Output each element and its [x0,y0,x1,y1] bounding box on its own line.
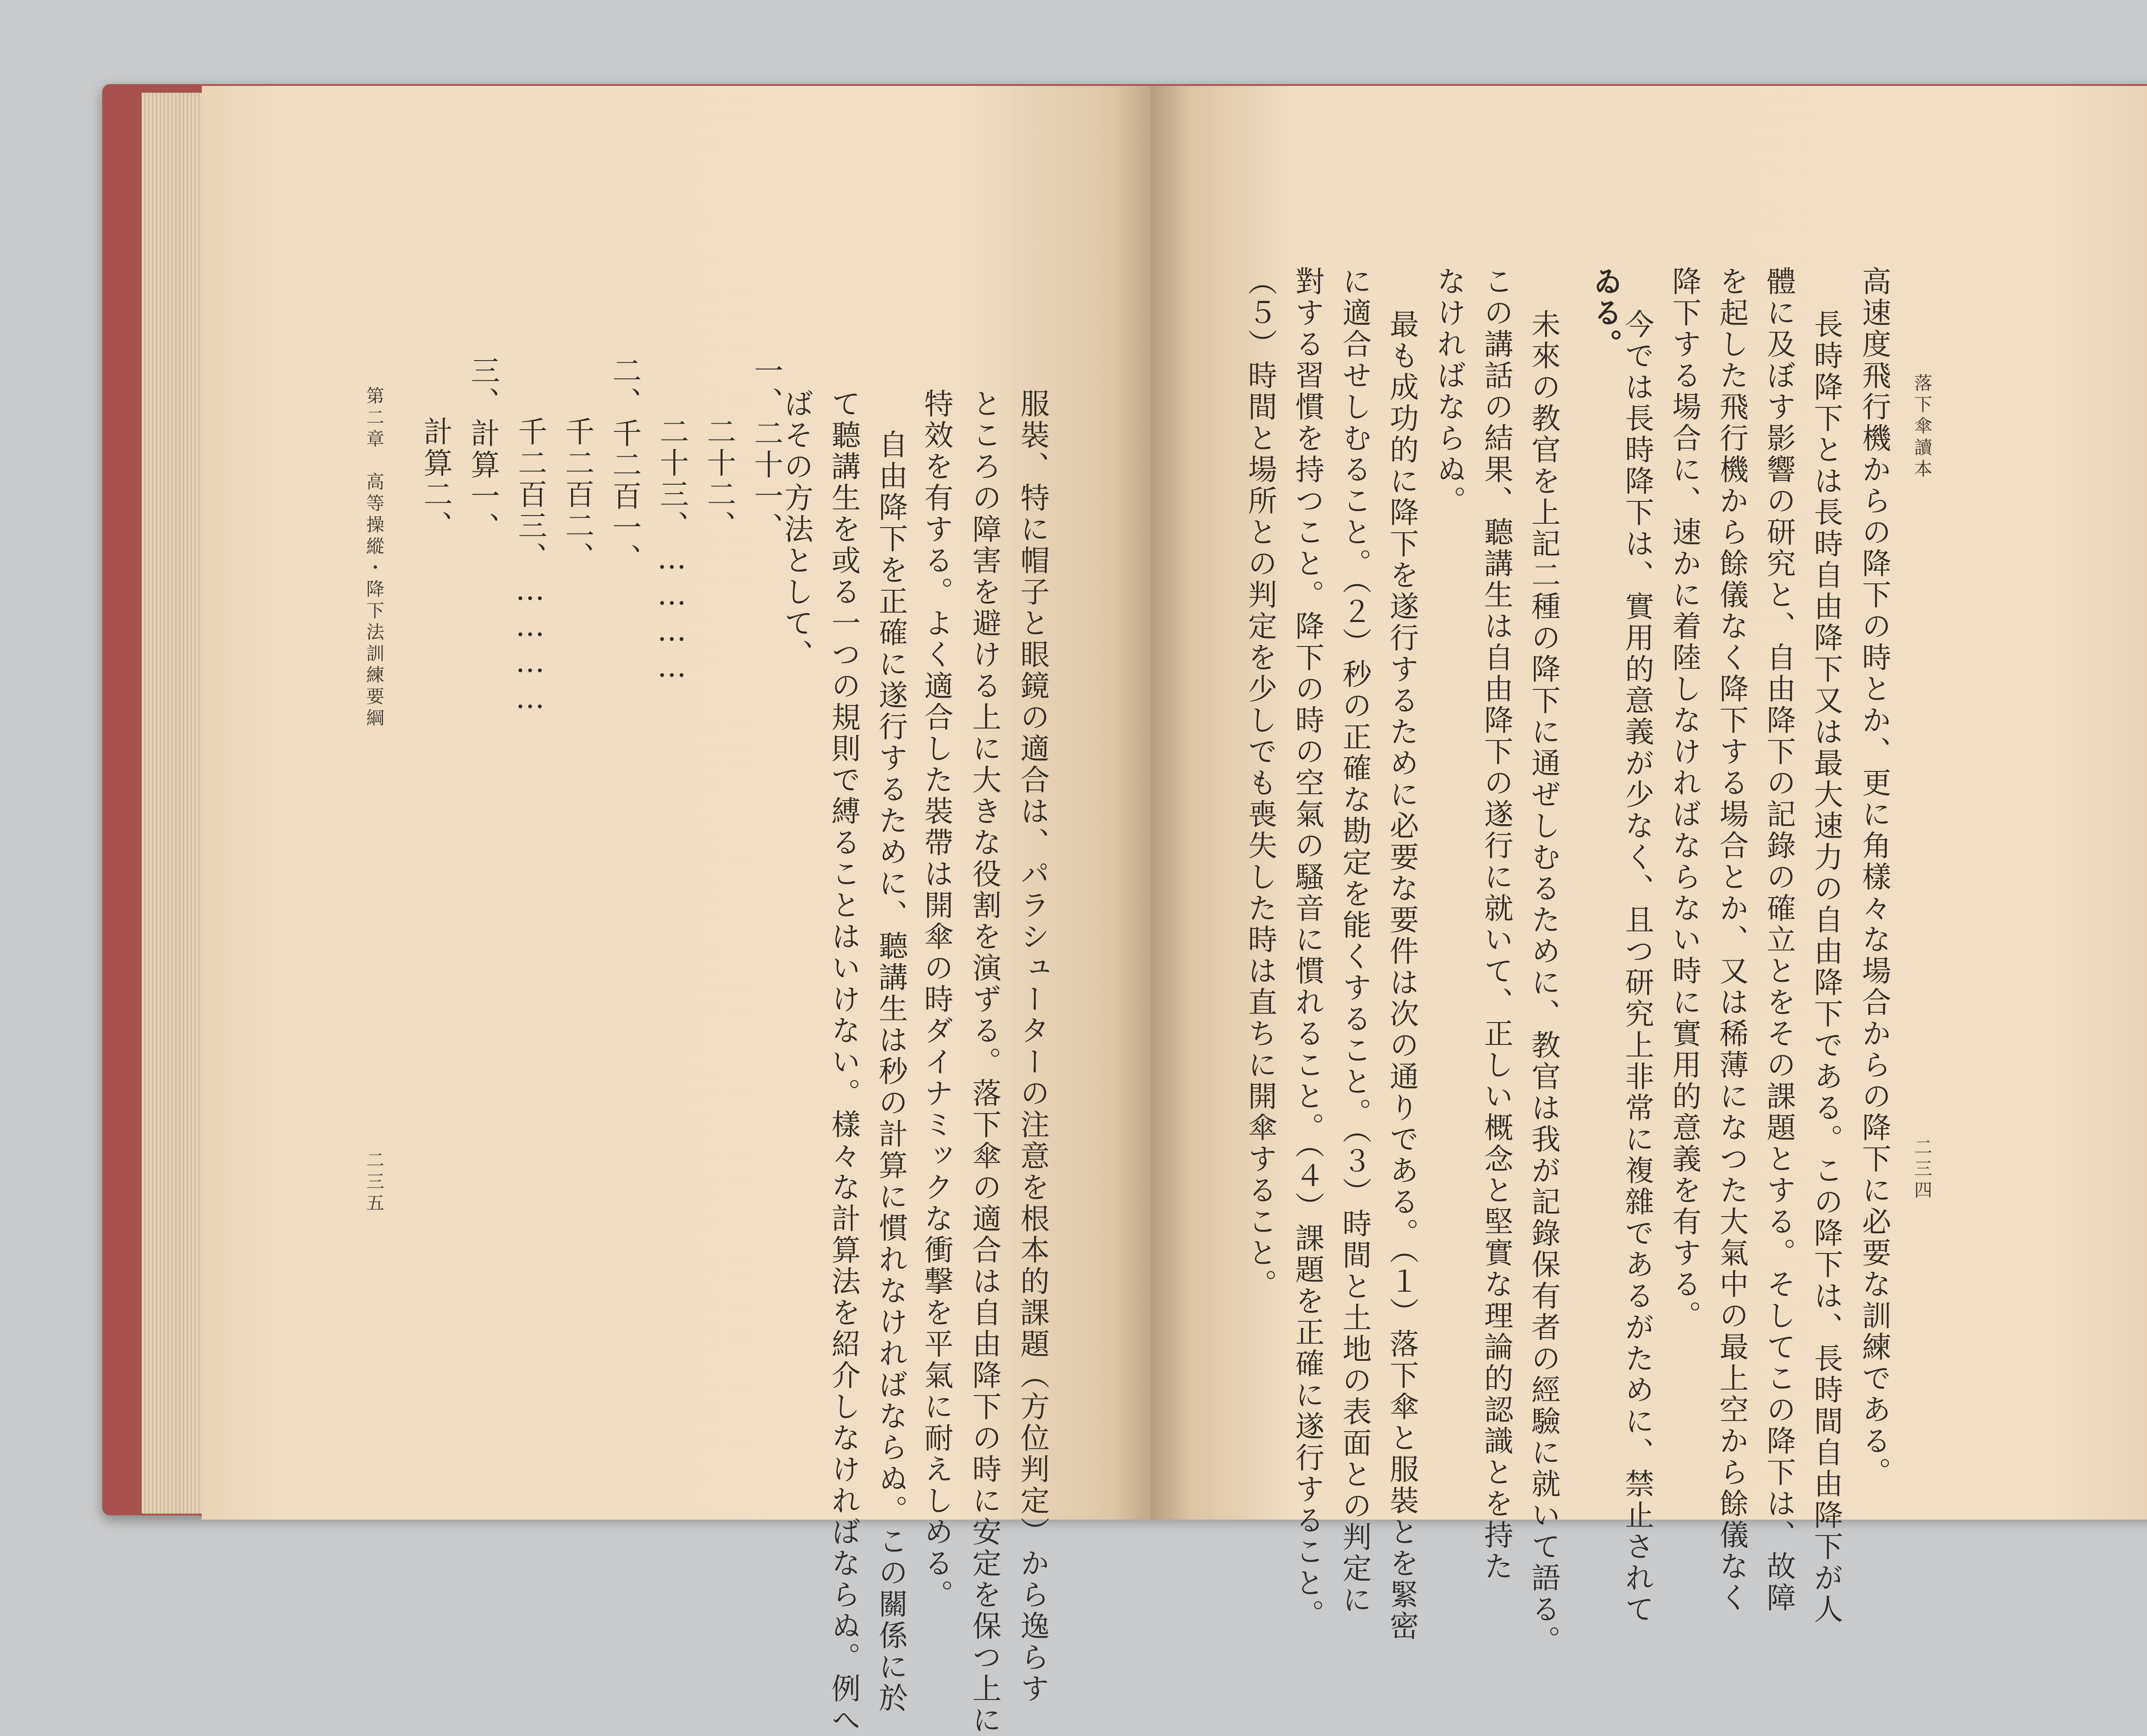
right-text-column-12: に適合せしむること。（２）秒の正確な勘定を能くすること。（３）時間と土地の表面との判定に [1338,266,1372,1616]
right-text-column-8: 未來の教官を上記二種の降下に通ぜしむるために、教官は我が記錄保有者の經驗に就いて語る。 [1527,309,1560,1657]
right-text-column-11: 最も成功的に降下を遂行するために必要な要件は次の通りである。（１）落下傘と服裝とを緊密 [1385,309,1419,1642]
right-page-number: 二三四 [1912,1138,1933,1202]
right-text-column-5: 降下する場合に、速かに着陸しなければならない時に實用的意義を有する。 [1667,266,1701,1332]
left-text-column-5: て聽講生を或る一つの規則で縛ることはいけない。樣々な計算法を紹介しなければならぬ。例へ [827,388,861,1736]
left-page-number: 二三五 [364,1150,385,1215]
right-text-column-7: ゐる。 [1588,266,1623,360]
right-text-column-4: を起した飛行機から餘儀なく降下する場合とか、又は稀薄になつた大氣中の最上空から餘儀なく [1715,266,1749,1614]
left-list-item-3: 二十三、………… [655,416,689,686]
right-text-column-6: 今では長時降下は、實用的意義が少なく、且つ研究上非常に複雜であるがために、禁止されて [1620,309,1654,1625]
left-list-item-7: 三、計算一、 [466,355,500,543]
left-text-column-6: ばその方法として、 [779,388,813,671]
left-list-item-6: 千二百三、………… [513,416,547,717]
left-list-item-1: 一、二十一、 [749,355,783,543]
right-text-column-1: 高速度飛行機からの降下の時とか、更に角樣々な場合からの降下に必要な訓練である。 [1857,266,1891,1488]
left-footer-chapter: 第二章 高等操縱・降下法訓練要綱 [364,386,385,730]
right-text-column-14: （５）時間と場所との判定を少しでも喪失した時は直ちに開傘すること。 [1243,266,1277,1300]
right-text-column-10: なければならぬ。 [1432,266,1466,517]
left-list-item-4: 二、千二百一、 [608,355,642,575]
left-text-column-3: 特效を有する。よく適合した裝帶は開傘の時ダイナミックな衝撃を平氣に耐えしめる。 [919,388,953,1611]
left-list-item-8: 計算二、 [419,416,453,542]
left-page [202,86,1151,1520]
left-text-column-1: 服裝、特に帽子と眼鏡の適合は、パラシューターの注意を根本的課題（方位判定）から逸らす [1016,388,1049,1705]
left-text-column-2: ところの障害を避ける上に大きな役割を演ずる。落下傘の適合は自由降下の時に安定を保つ上に [967,388,1001,1736]
left-list-item-5: 千二百二、 [560,416,594,573]
left-list-item-2: 二十二、 [702,416,736,542]
right-text-column-9: この講話の結果、聽講生は自由降下の遂行に就いて、正しい概念と堅實な理論的認識とを持た [1479,266,1513,1582]
right-text-column-13: 對する習慣を持つこと。降下の時の空氣の騷音に慣れること。（４）課題を正確に遂行すること。 [1290,266,1324,1630]
left-text-column-4: 自由降下を正確に遂行するために、聽講生は秒の計算に慣れなければならぬ。この關係に於 [874,429,908,1714]
right-header-title: 落下傘讀本 [1912,373,1933,481]
right-text-column-2: 長時降下とは長時自由降下又は最大速力の自由降下である。この降下は、長時間自由降下が人 [1809,309,1843,1625]
right-text-column-3: 體に及ぼす影響の研究と、自由降下の記錄の確立とをその課題とする。そしてこの降下は、故障 [1762,266,1796,1614]
